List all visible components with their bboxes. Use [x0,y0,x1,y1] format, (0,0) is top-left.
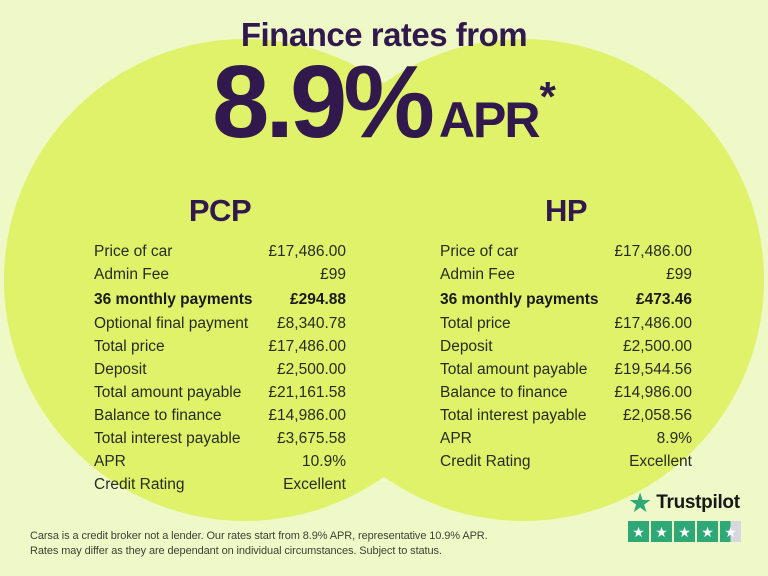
row-value: £99 [320,266,346,283]
plan-title-hp: HP [544,193,588,228]
row-value: £17,486.00 [268,338,346,355]
row-label: 36 monthly payments [94,291,253,308]
table-row [94,358,346,381]
row-value: £14,986.00 [268,407,346,424]
table-row [440,404,692,427]
table-row [440,381,692,404]
table-row [94,450,346,473]
row-label: Credit Rating [94,476,185,493]
table-row [440,427,692,450]
row-value: £2,500.00 [623,338,692,355]
row-value: 10.9% [302,453,346,470]
table-row [440,240,692,263]
row-value: £14,986.00 [614,384,692,401]
rating-star-box: ★ [651,521,672,542]
trustpilot-wordmark: Trustpilot [656,492,740,513]
table-row [94,335,346,358]
row-value: £2,058.56 [623,407,692,424]
row-label: Price of car [94,243,173,260]
row-label: Optional final payment [94,315,249,332]
row-value: £2,500.00 [277,361,346,378]
table-row [94,263,346,286]
table-row [440,335,692,358]
row-value: £17,486.00 [614,315,692,332]
row-label: Deposit [94,361,147,378]
row-value: £294.88 [289,291,346,308]
table-row [94,427,346,450]
row-value: £21,161.58 [268,384,346,401]
row-value: £473.46 [635,291,692,308]
table-row [94,381,346,404]
row-label: APR [440,430,472,447]
rating-star-box: ★ [674,521,695,542]
trustpilot-widget [628,488,741,542]
row-label: APR [94,453,126,470]
row-label: Total amount payable [440,361,588,378]
legal-disclaimer [30,529,488,559]
disclaimer-line-2: Rates may differ as they are dependant on individual circumstances. Subject to status. [30,545,442,557]
row-label: Deposit [440,338,493,355]
disclaimer-line-1: Carsa is a credit broker not a lender. Our rates start from 8.9% APR, representative 10.9% APR. [30,530,488,542]
table-row [94,312,346,335]
rate-apr-label: APR [438,92,539,148]
table-row [94,240,346,263]
row-label: Balance to finance [94,407,222,424]
row-label: Price of car [440,243,519,260]
table-row [94,473,346,496]
table-row-monthly-payment [94,286,346,312]
rate-value: 8.9% [212,44,431,159]
table-row [440,358,692,381]
row-value: £17,486.00 [268,243,346,260]
trustpilot-star-icon: ★ [628,488,653,518]
row-label: Admin Fee [440,266,515,283]
row-label: Total interest payable [440,407,587,424]
table-row [440,263,692,286]
row-label: Total amount payable [94,384,242,401]
row-label: Total interest payable [94,430,241,447]
row-value: £3,675.58 [277,430,346,447]
plan-title-pcp: PCP [188,193,252,228]
table-row [94,404,346,427]
row-value: 8.9% [656,430,692,447]
headline-rate [0,44,768,159]
row-label: Total price [440,315,511,332]
rating-star-box: ★ [628,521,649,542]
trustpilot-logo [628,488,741,518]
row-label: Admin Fee [94,266,169,283]
table-row [440,312,692,335]
table-row-monthly-payment [440,286,692,312]
row-value: £19,544.56 [614,361,692,378]
row-value: £17,486.00 [614,243,692,260]
rate-asterisk: * [539,73,556,120]
plan-column-hp [440,193,692,473]
row-label: Balance to finance [440,384,568,401]
banner-title: Finance rates from [240,16,528,53]
rating-star-box-half: ★ [720,521,741,542]
row-value: £99 [666,266,692,283]
plan-column-pcp [94,193,346,496]
rating-star-box: ★ [697,521,718,542]
row-value: £8,340.78 [277,315,346,332]
table-row [440,450,692,473]
trustpilot-rating-stars [628,521,741,542]
row-value: Excellent [629,453,692,470]
row-value: Excellent [283,476,346,493]
row-label: Total price [94,338,165,355]
row-label: Credit Rating [440,453,531,470]
row-label: 36 monthly payments [440,291,599,308]
